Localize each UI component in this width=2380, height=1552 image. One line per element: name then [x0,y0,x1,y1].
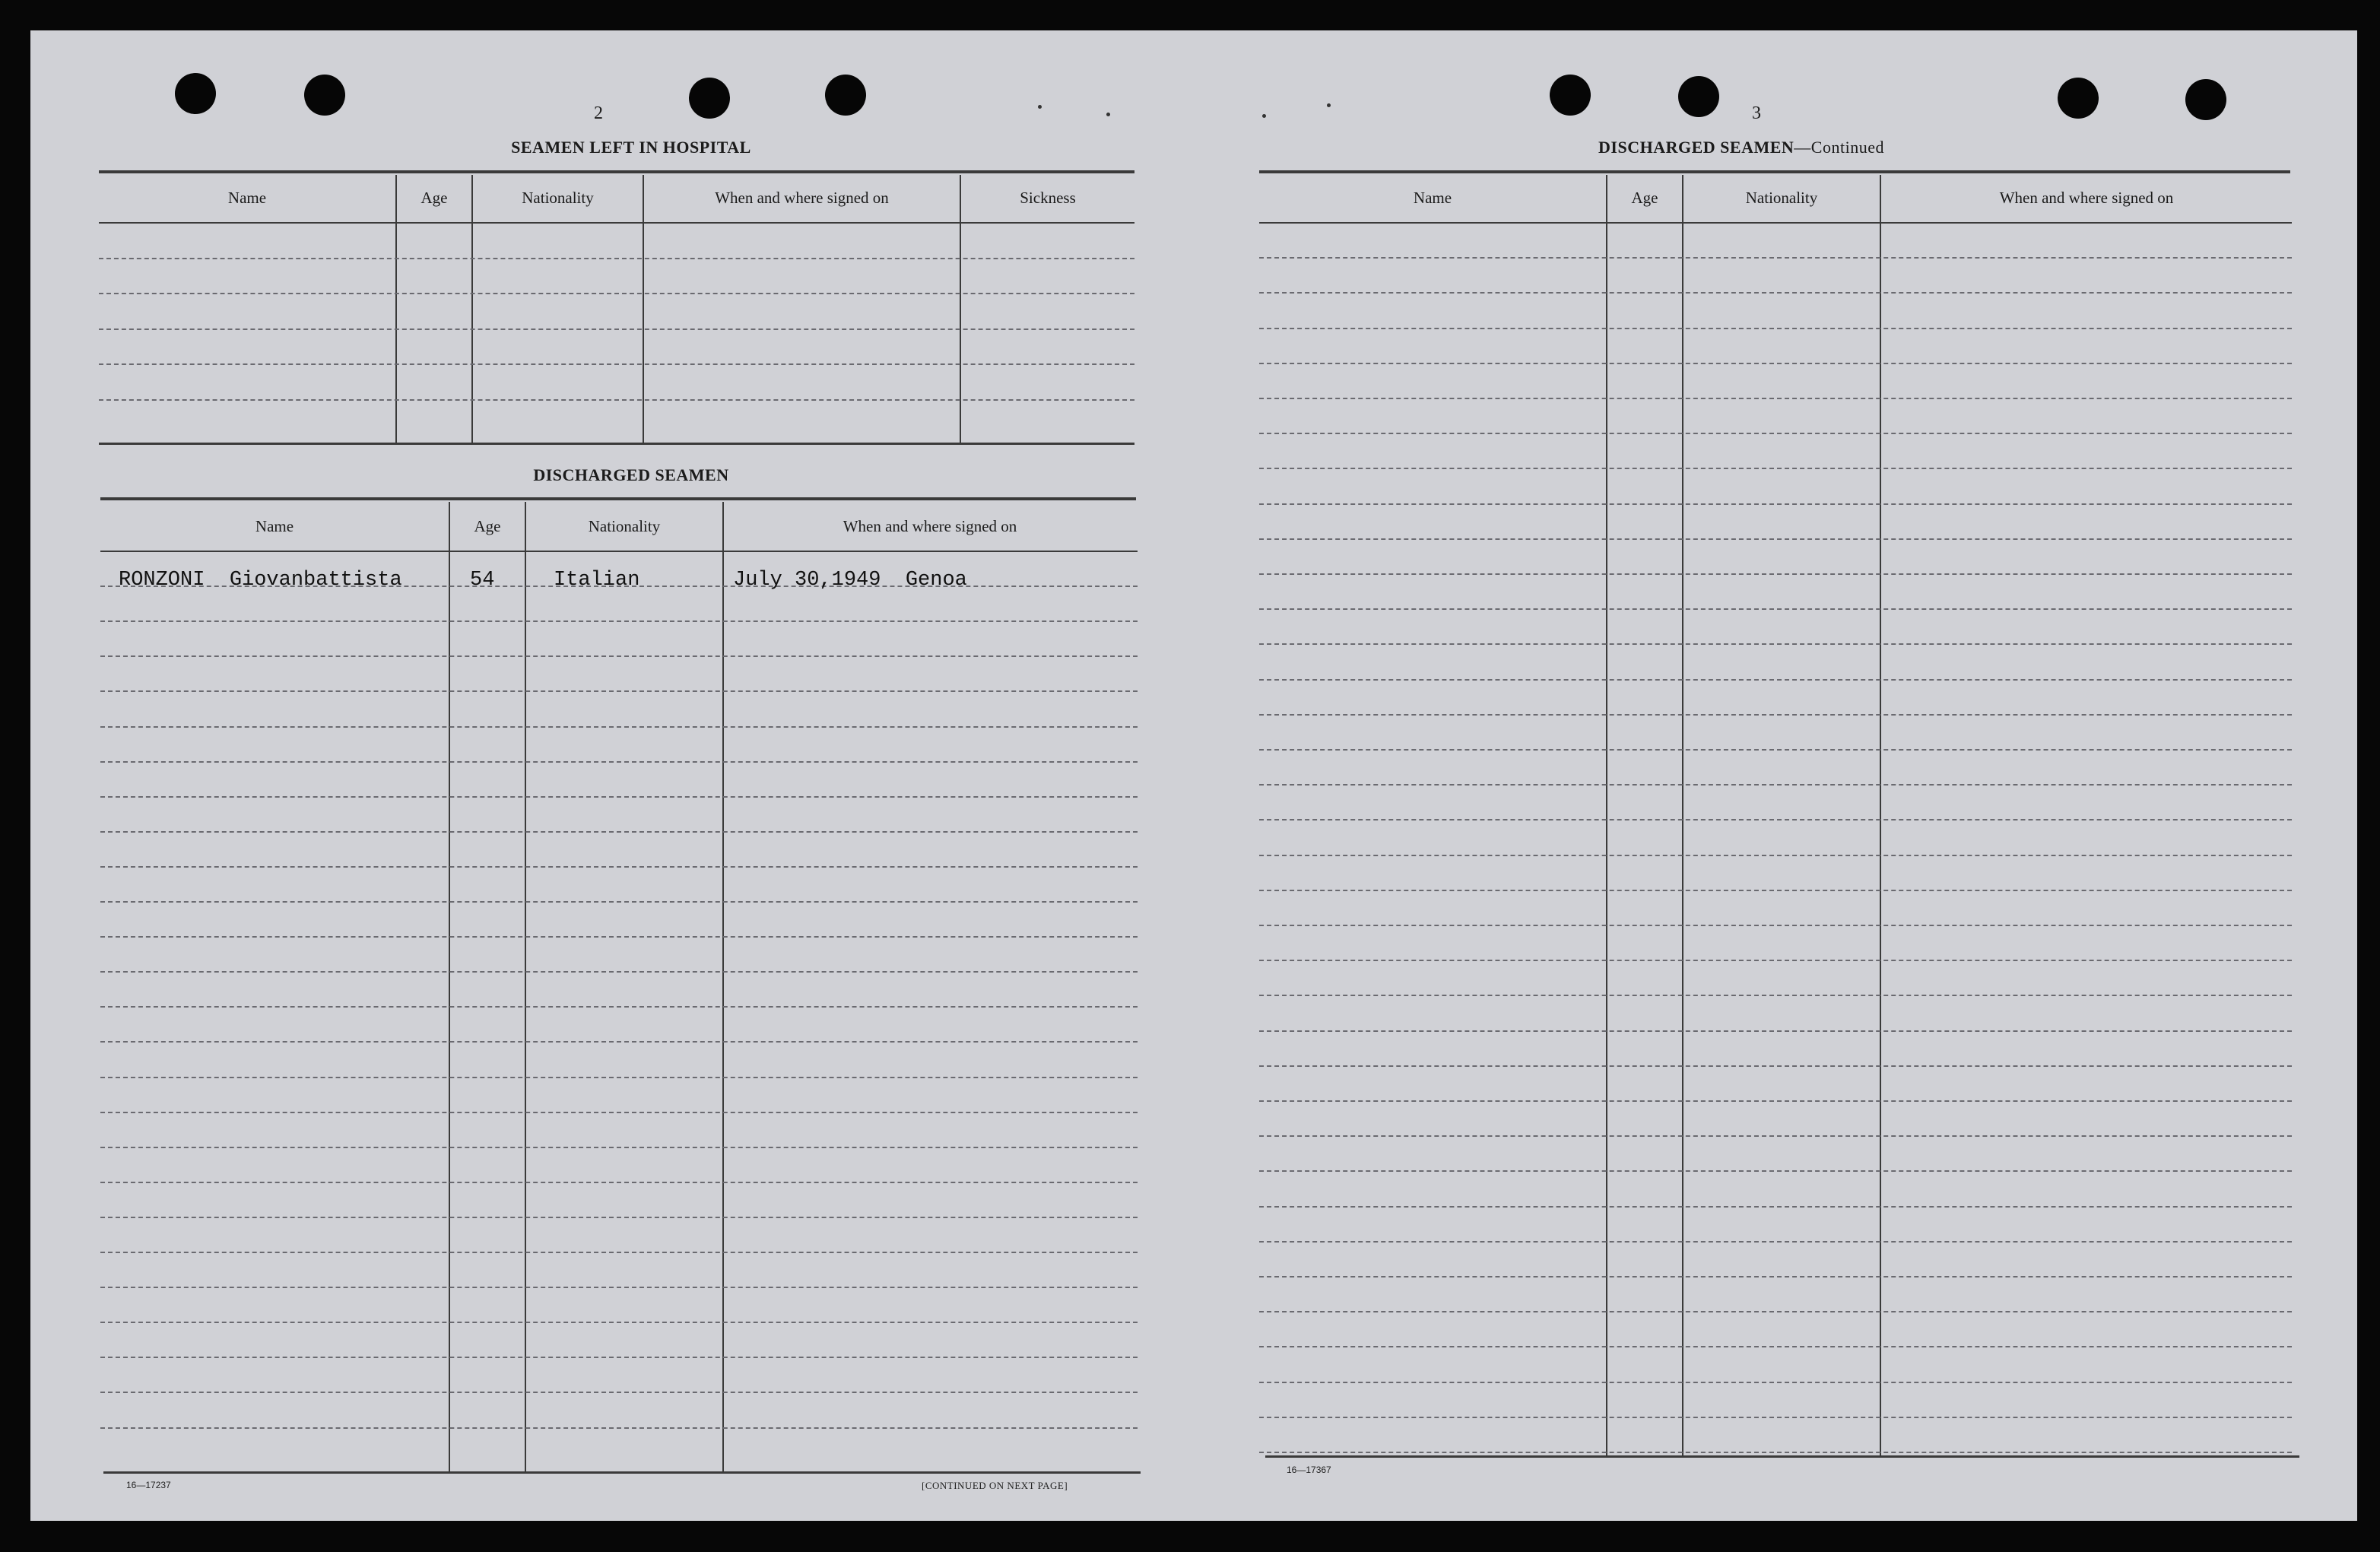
discharged-table-top-rule [100,497,1136,500]
ruled-line [1259,328,2292,329]
ruled-line [100,1217,1138,1218]
ruled-line [100,1427,1138,1429]
hospital-col-divider [643,175,644,443]
punch-hole [1550,75,1591,116]
right-header-signed-on: When and where signed on [1999,189,2174,207]
ruled-line [1259,257,2292,259]
ruled-line [1259,819,2292,820]
ruled-line [1259,643,2292,645]
ruled-line [100,726,1138,728]
ruled-line [1259,749,2292,751]
form-number-right: 16—17367 [1287,1465,1331,1475]
ruled-line [99,258,1134,259]
ruled-line [100,796,1138,798]
form-number-left: 16—17237 [126,1480,171,1490]
discharged-header-name: Name [255,517,294,535]
discharged-header-signed-on: When and where signed on [843,517,1017,535]
ruled-line [1259,1452,2292,1453]
hospital-header-age: Age [420,189,448,207]
ruled-line [1259,714,2292,716]
punch-hole [1678,76,1719,117]
right-col-divider [1682,175,1683,1457]
ruled-line [1259,960,2292,961]
ruled-line [1259,573,2292,575]
discharged-table-bottom-rule [103,1471,1141,1474]
ruled-line [1259,1065,2292,1067]
discharged-continued-title-suffix: —Continued [1794,138,1884,157]
ruled-line [100,866,1138,868]
hospital-table-top-rule [99,170,1134,173]
ruled-line [100,1357,1138,1358]
ruled-line [100,1287,1138,1288]
speck [1106,113,1110,116]
ruled-line [1259,890,2292,891]
ruled-line [1259,1276,2292,1277]
ruled-line [1259,855,2292,856]
ruled-line [100,936,1138,938]
page-number-right: 3 [1752,103,1761,123]
ruled-line [1259,1311,2292,1312]
ruled-line [100,655,1138,657]
ruled-line [1259,1346,2292,1347]
ruled-line [99,399,1134,401]
ruled-line [100,831,1138,833]
punch-hole [825,75,866,116]
ruled-line [100,1252,1138,1253]
hospital-section-title: SEAMEN LEFT IN HOSPITAL [511,138,751,157]
ruled-line [100,551,1138,552]
discharged-header-age: Age [474,517,501,535]
discharged-entry-name: RONZONI Giovanbattista [119,569,402,592]
ruled-line [100,1112,1138,1113]
ruled-line [1259,784,2292,786]
ruled-line [1259,1241,2292,1243]
hospital-header-nationality: Nationality [522,189,594,207]
speck [1262,114,1266,118]
page-number-left: 2 [594,103,603,123]
continued-on-next-page-note: [CONTINUED ON NEXT PAGE] [922,1480,1068,1491]
discharged-entry-nationality: Italian [554,569,640,592]
ruled-line [100,620,1138,622]
ruled-line [1259,538,2292,540]
discharged-continued-title [1544,138,1939,157]
ruled-line [100,690,1138,692]
hospital-table-bottom-rule [99,443,1134,445]
ruled-line [1259,1135,2292,1137]
ruled-line [1259,363,2292,364]
hospital-col-divider [471,175,473,443]
punch-hole [175,73,216,114]
punch-hole [2185,79,2226,120]
discharged-col-divider [449,502,450,1473]
ruled-line [1259,398,2292,399]
right-header-name: Name [1413,189,1452,207]
ruled-line [100,901,1138,903]
discharged-col-divider [722,502,724,1473]
speck [1038,105,1042,109]
hospital-col-divider [960,175,961,443]
ruled-line [100,1147,1138,1148]
right-col-divider [1880,175,1881,1457]
ruled-line [100,1077,1138,1078]
ruled-line [100,1392,1138,1393]
ruled-line [99,363,1134,365]
right-table-bottom-rule [1265,1455,2299,1458]
right-table-top-rule [1259,170,2290,173]
discharged-continued-title-main: DISCHARGED SEAMEN [1598,138,1795,157]
discharged-entry-age: 54 [470,569,495,592]
ruled-line [100,761,1138,763]
hospital-header-signed-on: When and where signed on [715,189,889,207]
speck [1327,103,1331,107]
ruled-line [1259,608,2292,610]
ruled-line [1259,1206,2292,1208]
ruled-line [1259,292,2292,294]
right-header-age: Age [1631,189,1658,207]
ruled-line [100,1041,1138,1043]
hospital-header-name: Name [227,189,267,207]
ruled-line [1259,1170,2292,1172]
ruled-line [1259,433,2292,434]
ruled-line [1259,925,2292,926]
hospital-col-divider [395,175,397,443]
ruled-line [100,1006,1138,1008]
ruled-line [100,1182,1138,1183]
discharged-col-divider [525,502,526,1473]
ruled-line [99,293,1134,294]
ruled-line [1259,995,2292,996]
ruled-line [100,1322,1138,1323]
discharged-section-title: DISCHARGED SEAMEN [533,465,729,484]
document-sheet [30,30,2357,1521]
ruled-line [1259,1382,2292,1383]
punch-hole [689,78,730,119]
ruled-line [1259,679,2292,681]
right-header-nationality: Nationality [1745,189,1818,207]
punch-hole [304,75,345,116]
ruled-line [99,222,1134,224]
ruled-line [99,328,1134,330]
hospital-header-sickness: Sickness [1020,189,1076,207]
discharged-header-nationality: Nationality [588,517,661,535]
ruled-line [1259,468,2292,469]
ruled-line [100,971,1138,973]
right-col-divider [1606,175,1607,1457]
ruled-line [1259,1030,2292,1032]
ruled-line [1259,503,2292,505]
ruled-line [1259,1100,2292,1102]
ruled-line [1259,1417,2292,1418]
discharged-entry-signed-on: July 30,1949 Genoa [733,569,967,592]
ruled-line [1259,222,2292,224]
punch-hole [2058,78,2099,119]
